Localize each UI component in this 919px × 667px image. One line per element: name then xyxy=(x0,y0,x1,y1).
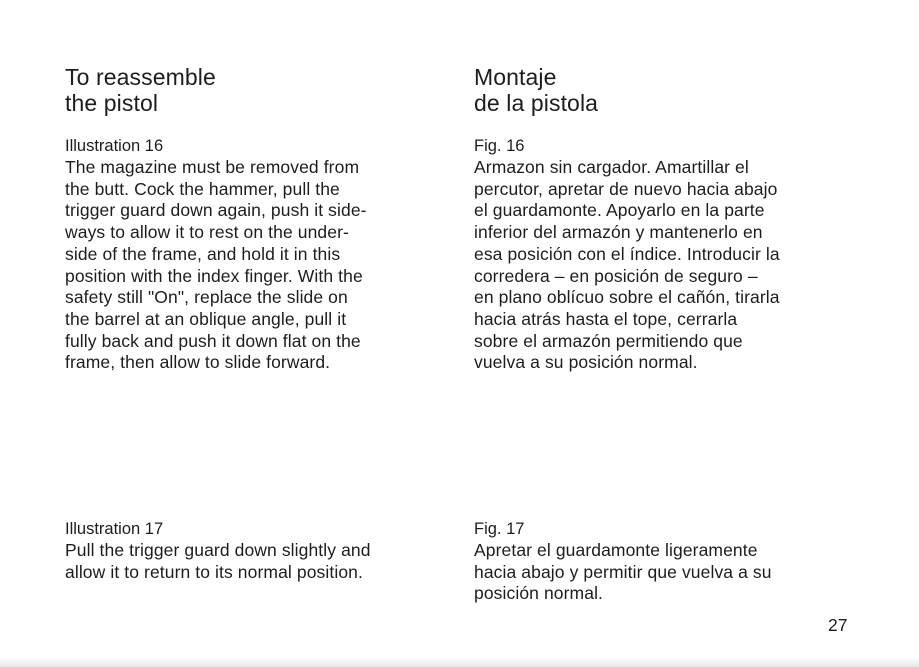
text-line: vuelva a su posición normal. xyxy=(474,352,698,373)
fig-16-text xyxy=(474,157,780,374)
fig-16-label: Fig. 16 xyxy=(474,137,525,155)
text-line: Pull the trigger guard down slightly and xyxy=(65,540,371,560)
text-line: inferior del armazón y mantenerlo en xyxy=(474,222,763,243)
fig-17-label: Fig. 17 xyxy=(474,520,525,538)
text-line: en plano oblícuo sobre el cañón, tirarla xyxy=(474,287,780,308)
fig-17-text xyxy=(474,540,772,605)
text-line: position with the index finger. With the xyxy=(65,265,363,286)
illustration-16-text xyxy=(65,157,367,374)
illustration-16-label: Illustration 16 xyxy=(65,137,164,155)
text-line: The magazine must be removed from xyxy=(65,157,360,177)
text-line: the butt. Cock the hammer, pull the xyxy=(65,178,340,199)
text-line: hacia abajo y permitir que vuelva a su xyxy=(474,561,772,582)
text-line: posición normal. xyxy=(474,583,604,604)
illustration-17-label: Illustration 17 xyxy=(65,520,164,538)
spanish-title-line-2: de la pistola xyxy=(474,90,599,116)
english-title-line-2: the pistol xyxy=(65,90,159,116)
text-line: safety still "On", replace the slide on xyxy=(65,287,348,308)
text-line: the barrel at an oblique angle, pull it xyxy=(65,308,347,329)
text-line: fully back and push it down flat on the xyxy=(65,330,361,351)
text-line: Apretar el guardamonte ligeramente xyxy=(474,540,758,560)
text-line: trigger guard down again, push it side- xyxy=(65,200,367,221)
page-edge-shadow xyxy=(0,657,919,667)
illustration-17-text xyxy=(65,540,371,583)
text-line: hacia atrás hasta el tope, cerrarla xyxy=(474,308,738,329)
spanish-section-title xyxy=(474,64,598,116)
page-number: 27 xyxy=(828,615,848,635)
text-line: corredera – en posición de seguro – xyxy=(474,265,758,286)
text-line: Armazon sin cargador. Amartillar el xyxy=(474,157,749,177)
text-line: frame, then allow to slide forward. xyxy=(65,352,331,373)
english-section-title xyxy=(65,64,216,116)
text-line: side of the frame, and hold it in this xyxy=(65,243,341,264)
text-line: ways to allow it to rest on the under- xyxy=(65,222,349,243)
text-line: allow it to return to its normal position. xyxy=(65,561,363,582)
text-line: percutor, apretar de nuevo hacia abajo xyxy=(474,178,778,199)
text-line: sobre el armazón permitiendo que xyxy=(474,330,743,351)
text-line: el guardamonte. Apoyarlo en la parte xyxy=(474,200,765,221)
english-title-line-1: To reassemble xyxy=(65,64,216,90)
text-line: esa posición con el índice. Introducir la xyxy=(474,243,780,264)
spanish-title-line-1: Montaje xyxy=(474,64,557,90)
